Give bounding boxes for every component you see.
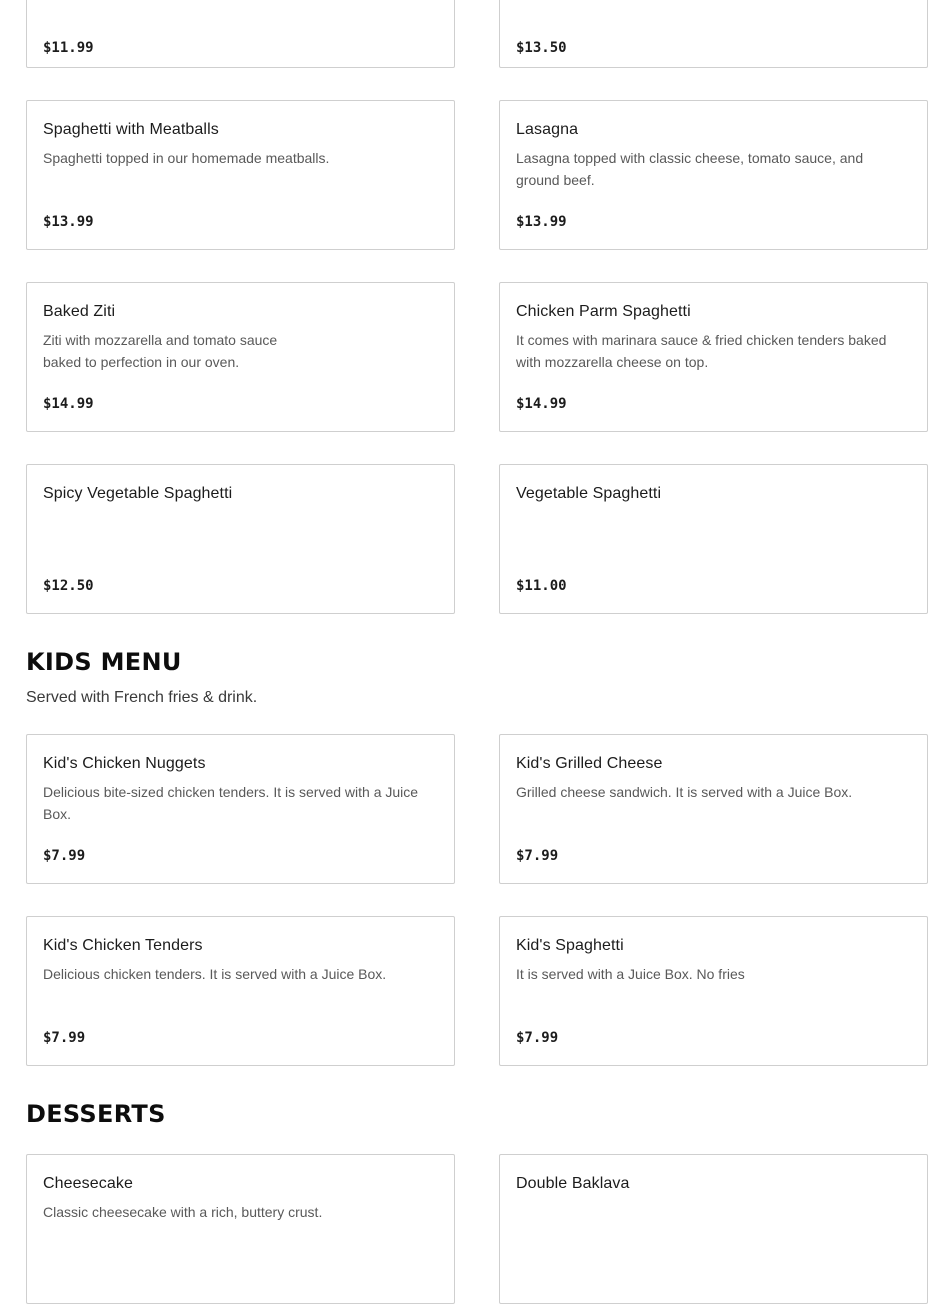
item-description: Delicious chicken tenders. It is served with a Juice Box. xyxy=(43,966,387,982)
menu-item-card[interactable] xyxy=(26,100,455,250)
item-description: It comes with marinara sauce & fried chicken tenders baked with mozzarella cheese on top. xyxy=(516,332,887,370)
menu-item-card[interactable] xyxy=(499,282,928,432)
section-title-kids: KIDS MENU xyxy=(26,648,182,676)
item-name: Lasagna xyxy=(516,121,579,138)
item-price: $13.99 xyxy=(516,214,567,230)
item-description: Lasagna topped with classic cheese, tomato sauce, and ground beef. xyxy=(516,150,864,188)
menu-item-card[interactable] xyxy=(26,282,455,432)
menu-item-card[interactable] xyxy=(26,0,455,68)
menu-item-card[interactable] xyxy=(499,0,928,68)
item-name: Kid's Spaghetti xyxy=(516,937,624,954)
item-description: Delicious bite-sized chicken tenders. It is served with a Juice Box. xyxy=(43,784,419,822)
item-price: $7.99 xyxy=(43,1030,86,1046)
item-name: Baked Ziti xyxy=(43,303,116,320)
item-price: $7.99 xyxy=(43,848,86,864)
item-name: Kid's Grilled Cheese xyxy=(516,755,663,772)
item-name: Spicy Vegetable Spaghetti xyxy=(43,485,233,502)
item-name: Vegetable Spaghetti xyxy=(516,485,662,502)
item-description: It is served with a Juice Box. No fries xyxy=(516,966,745,982)
item-description: Grilled cheese sandwich. It is served with a Juice Box. xyxy=(516,784,853,800)
item-name: Double Baklava xyxy=(516,1175,630,1192)
section-title-desserts: DESSERTS xyxy=(26,1100,166,1128)
item-price: $7.99 xyxy=(516,848,559,864)
item-description: Classic cheesecake with a rich, buttery crust. xyxy=(43,1204,323,1220)
menu-item-card[interactable] xyxy=(26,1154,455,1304)
section-subtitle-kids: Served with French fries & drink. xyxy=(26,689,258,706)
menu-item-card[interactable] xyxy=(499,100,928,250)
item-name: Chicken Parm Spaghetti xyxy=(516,303,691,320)
menu-item-card[interactable] xyxy=(499,464,928,614)
item-price: $14.99 xyxy=(43,396,94,412)
menu-item-card[interactable] xyxy=(26,464,455,614)
item-name: Cheesecake xyxy=(43,1175,133,1192)
menu-item-card[interactable] xyxy=(26,734,455,884)
menu-item-card[interactable] xyxy=(26,916,455,1066)
menu-item-card[interactable] xyxy=(499,734,928,884)
item-price: $11.99 xyxy=(43,40,94,56)
menu-item-card[interactable] xyxy=(499,916,928,1066)
item-description: Ziti with mozzarella and tomato sauce baked to perfection in our oven. xyxy=(43,332,278,370)
item-price: $7.99 xyxy=(516,1030,559,1046)
item-price: $13.99 xyxy=(43,214,94,230)
item-description: Spaghetti topped in our homemade meatballs. xyxy=(43,150,330,166)
menu-item-card[interactable] xyxy=(499,1154,928,1304)
item-price: $12.50 xyxy=(43,578,94,594)
item-name: Kid's Chicken Nuggets xyxy=(43,755,206,772)
item-price: $11.00 xyxy=(516,578,567,594)
item-name: Spaghetti with Meatballs xyxy=(43,121,219,138)
item-name: Kid's Chicken Tenders xyxy=(43,937,203,954)
item-price: $14.99 xyxy=(516,396,567,412)
item-price: $13.50 xyxy=(516,40,567,56)
